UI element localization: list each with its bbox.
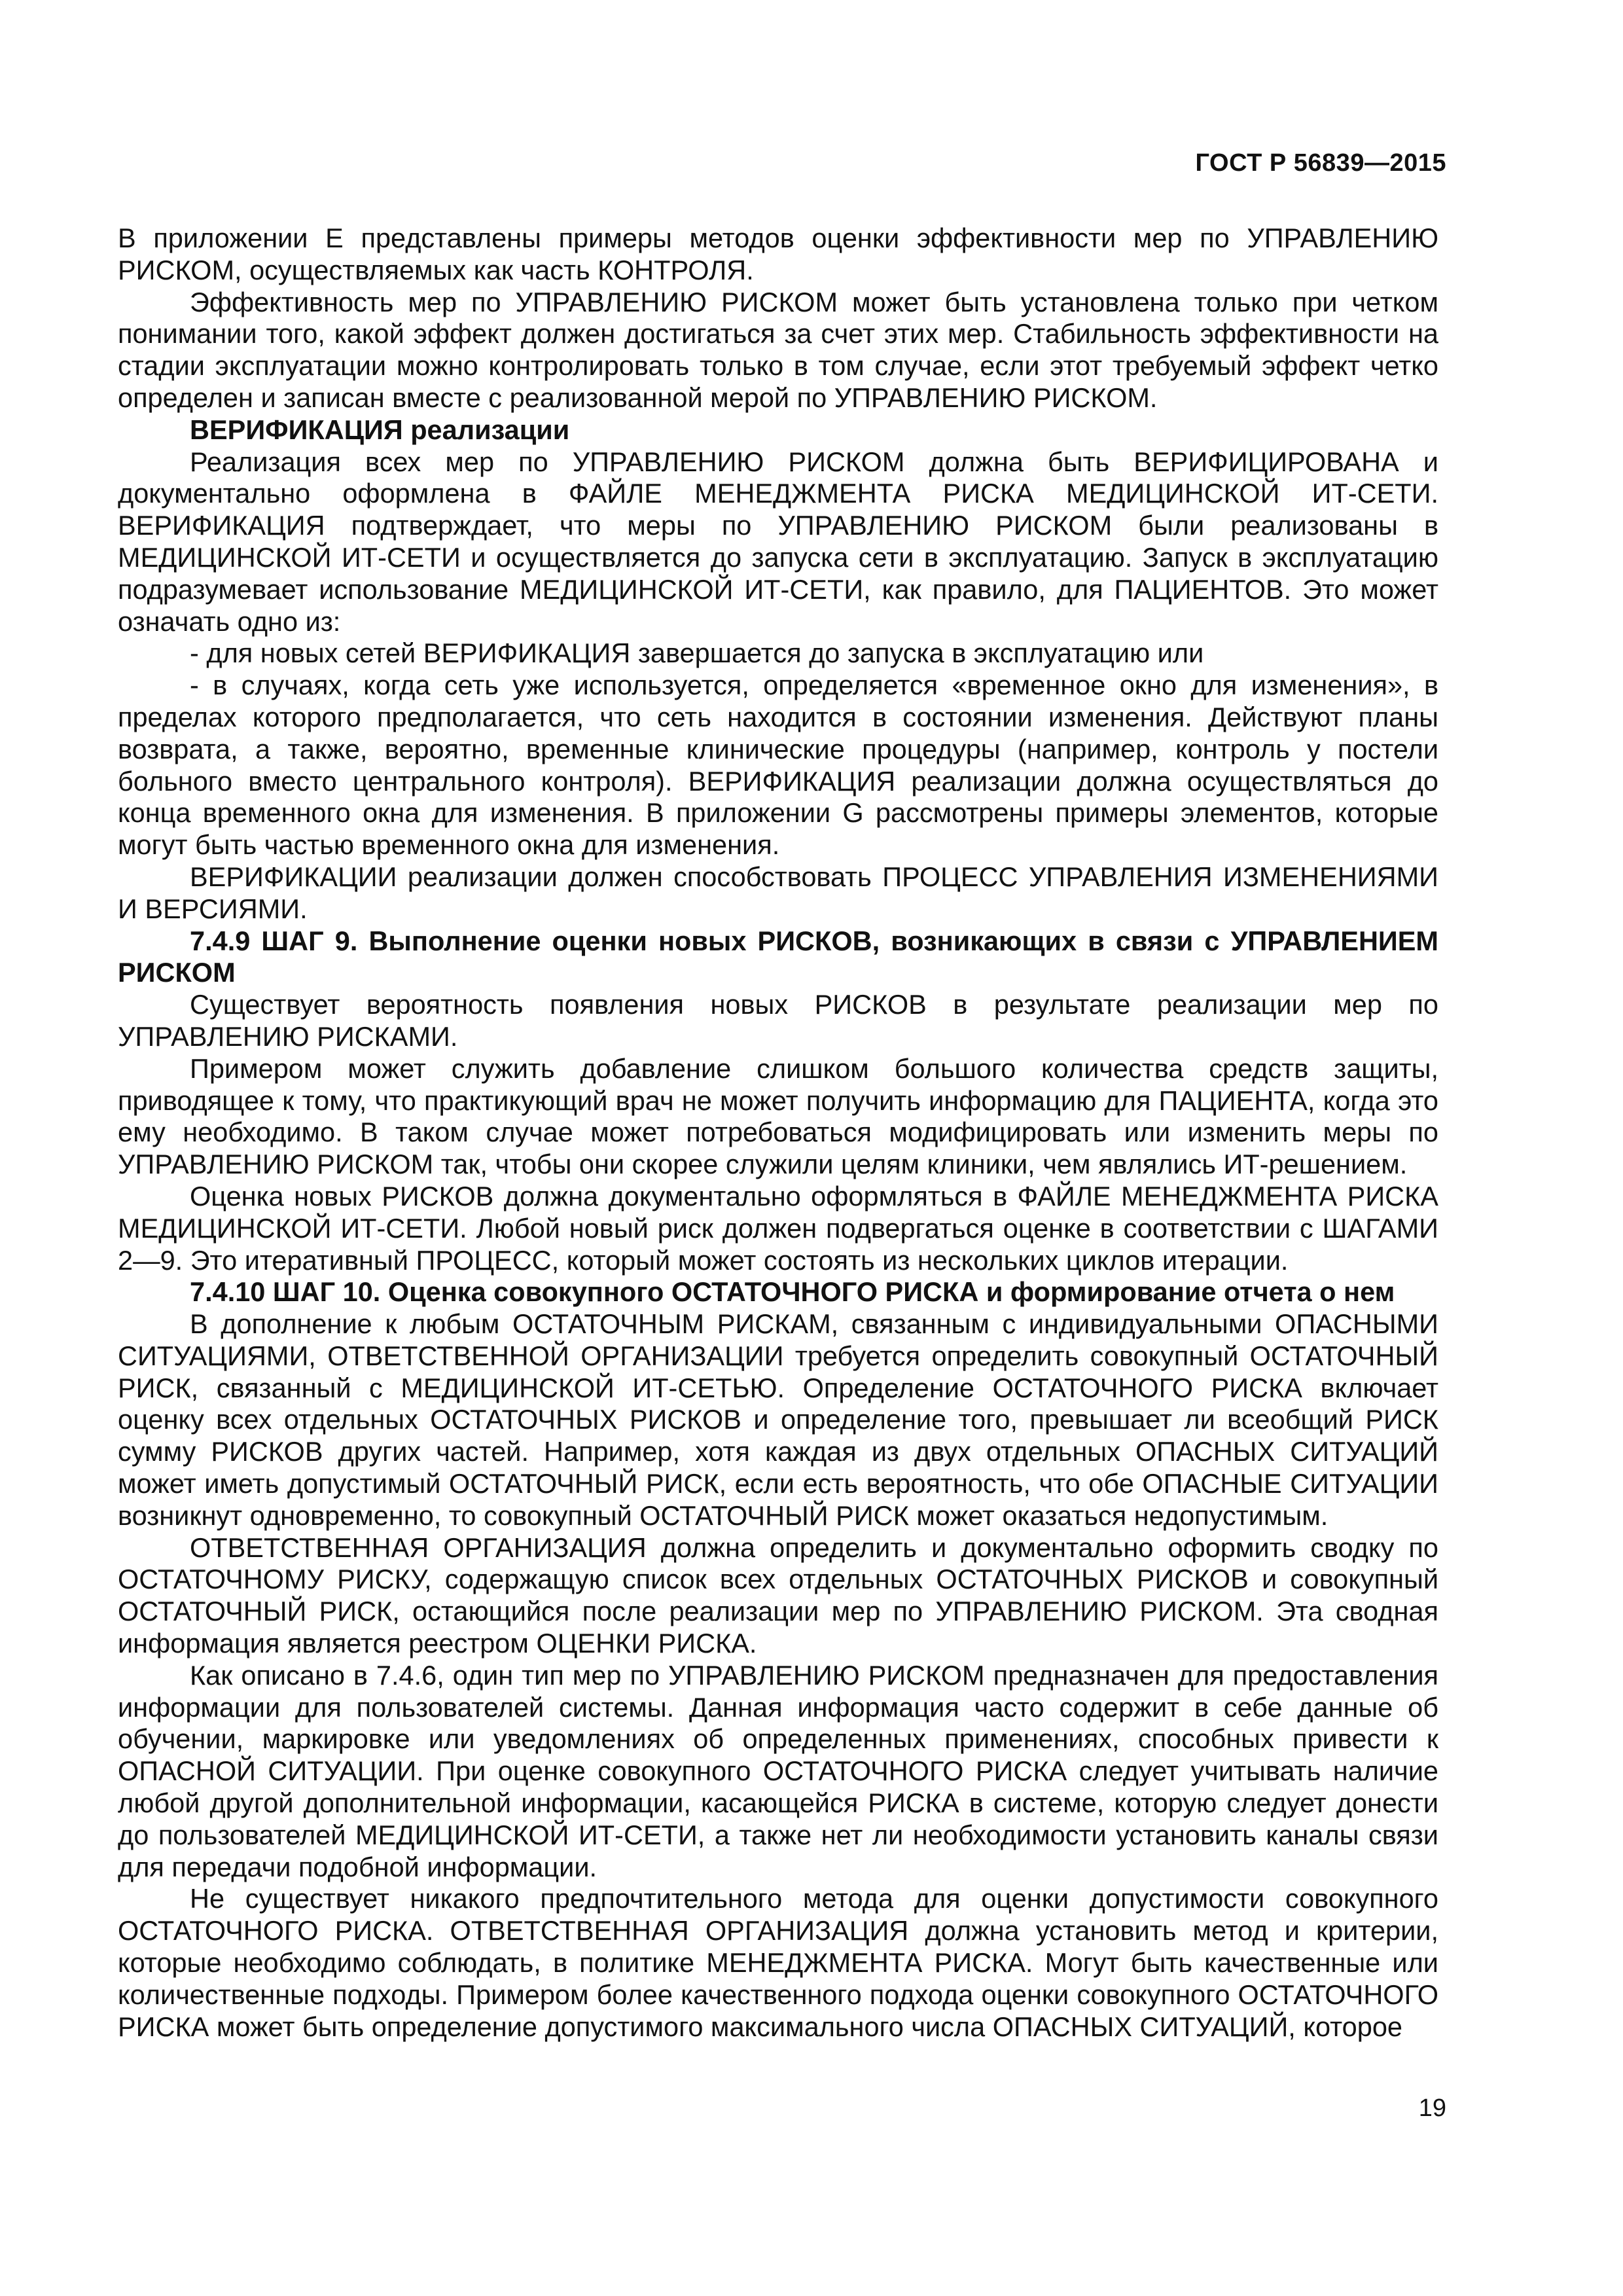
paragraph: Оценка новых РИСКОВ должна документально оформляться в ФАЙЛЕ МЕНЕДЖМЕНТА РИСКА МЕДИЦИНСКОЙ ИТ-СЕТИ. Любой новый риск должен подвергаться оценке в соответствии с ШАГАМИ 2—9. Это итеративный ПРОЦЕСС, который может состоять из нескольких циклов итерации. (118, 1180, 1438, 1276)
paragraph: ВЕРИФИКАЦИИ реализации должен способствовать ПРОЦЕСС УПРАВЛЕНИЯ ИЗМЕНЕНИЯМИ И ВЕРСИЯМИ. (118, 861, 1438, 924)
list-item: - для новых сетей ВЕРИФИКАЦИЯ завершается до запуска в эксплуатацию или (190, 637, 1204, 669)
paragraph: Как описано в 7.4.6, один тип мер по УПРАВЛЕНИЮ РИСКОМ предназначен для предоставления информации для пользователей системы. Данная информация часто содержит в себе данные об обучении, маркировке или уведомлениях об определенных применениях, способных привести к ОПАСНОЙ СИТУАЦИИ. При оценке совокупного ОСТАТОЧНОГО РИСКА следует учитывать наличие любой другой дополнительной информации, касающейся РИСКА в системе, которую следует донести до пользователей МЕДИЦИНСКОЙ ИТ-СЕТИ, а также нет ли необходимости установить каналы связи для передачи подобной информации. (118, 1659, 1438, 1882)
standard-designation: ГОСТ Р 56839—2015 (1195, 149, 1446, 177)
paragraph: Не существует никакого предпочтительного метода для оценки допустимости совокупного ОСТАТОЧНОГО РИСКА. ОТВЕТСТВЕННАЯ ОРГАНИЗАЦИЯ должна установить метод и критерии, которые необходимо соблюдать, в политике МЕНЕДЖМЕНТА РИСКА. Могут быть качественные или количественные подходы. Примером более качественного подхода оценки совокупного ОСТАТОЧНОГО РИСКА может быть определение допустимого максимального числа ОПАСНЫХ СИТУАЦИЙ, которое (118, 1883, 1438, 2042)
paragraph: В приложении Е представлены примеры методов оценки эффективности мер по УПРАВЛЕНИЮ РИСКОМ, осуществляемых как часть КОНТРОЛЯ. (118, 223, 1438, 285)
section-subheading: ВЕРИФИКАЦИЯ реализации (190, 414, 570, 445)
page-number: 19 (1418, 2094, 1446, 2122)
section-heading-7-4-10: 7.4.10 ШАГ 10. Оценка совокупного ОСТАТОЧНОГО РИСКА и формирование отчета о нем (190, 1276, 1395, 1308)
list-item: - в случаях, когда сеть уже используется, определяется «временное окно для изменения», в пределах которого предполагается, что сеть находится в состоянии изменения. Действуют планы возврата, а также, вероятно, временные клинические процедуры (например, контроль у постели больного вместо центрального контроля). ВЕРИФИКАЦИЯ реализации должна осуществляться до конца временного окна для изменения. В приложении G рассмотрены примеры элементов, которые могут быть частью временного окна для изменения. (118, 670, 1438, 861)
section-heading-7-4-9: 7.4.9 ШАГ 9. Выполнение оценки новых РИСКОВ, возникающих в связи с УПРАВЛЕНИЕМ РИСКОМ (118, 925, 1438, 988)
paragraph: Примером может служить добавление слишком большого количества средств защиты, приводящее к тому, что практикующий врач не может получить информацию для ПАЦИЕНТА, когда это ему необходимо. В таком случае может потребоваться модифицировать или изменить меры по УПРАВЛЕНИЮ РИСКОМ так, чтобы они скорее служили целям клиники, чем являлись ИТ-решением. (118, 1052, 1438, 1180)
paragraph: Эффективность мер по УПРАВЛЕНИЮ РИСКОМ может быть установлена только при четком понимании того, какой эффект должен достигаться за счет этих мер. Стабильность эффективности на стадии эксплуатации можно контролировать только в том случае, если этот требуемый эффект четко определен и записан вместе с реализованной мерой по УПРАВЛЕНИЮ РИСКОМ. (118, 286, 1438, 413)
paragraph: В дополнение к любым ОСТАТОЧНЫМ РИСКАМ, связанным с индивидуальными ОПАСНЫМИ СИТУАЦИЯМИ, ОТВЕТСТВЕННОЙ ОРГАНИЗАЦИИ требуется определить совокупный ОСТАТОЧНЫЙ РИСК, связанный с МЕДИЦИНСКОЙ ИТ-СЕТЬЮ. Определение ОСТАТОЧНОГО РИСКА включает оценку всех отдельных ОСТАТОЧНЫХ РИСКОВ и определение того, превышает ли всеобщий РИСК сумму РИСКОВ других частей. Например, хотя каждая из двух отдельных ОПАСНЫХ СИТУАЦИЙ может иметь допустимый ОСТАТОЧНЫЙ РИСК, если есть вероятность, что обе ОПАСНЫЕ СИТУАЦИИ возникнут одновременно, то совокупный ОСТАТОЧНЫЙ РИСК может оказаться недопустимым. (118, 1308, 1438, 1531)
body-text (118, 223, 1438, 2043)
paragraph: ОТВЕТСТВЕННАЯ ОРГАНИЗАЦИЯ должна определить и документально оформить сводку по ОСТАТОЧНОМУ РИСКУ, содержащую список всех отдельных ОСТАТОЧНЫХ РИСКОВ и совокупный ОСТАТОЧНЫЙ РИСК, остающийся после реализации мер по УПРАВЛЕНИЮ РИСКОМ. Эта сводная информация является реестром ОЦЕНКИ РИСКА. (118, 1532, 1438, 1659)
paragraph: Существует вероятность появления новых РИСКОВ в результате реализации мер по УПРАВЛЕНИЮ РИСКАМИ. (118, 989, 1438, 1052)
paragraph: Реализация всех мер по УПРАВЛЕНИЮ РИСКОМ должна быть ВЕРИФИЦИРОВАНА и документально оформлена в ФАЙЛЕ МЕНЕДЖМЕНТА РИСКА МЕДИЦИНСКОЙ ИТ-СЕТИ. ВЕРИФИКАЦИЯ подтверждает, что меры по УПРАВЛЕНИЮ РИСКОМ были реализованы в МЕДИЦИНСКОЙ ИТ-СЕТИ и осуществляется до запуска сети в эксплуатацию. Запуск в эксплуатацию подразумевает использование МЕДИЦИНСКОЙ ИТ-СЕТИ, как правило, для ПАЦИЕНТОВ. Это может означать одно из: (118, 446, 1438, 637)
